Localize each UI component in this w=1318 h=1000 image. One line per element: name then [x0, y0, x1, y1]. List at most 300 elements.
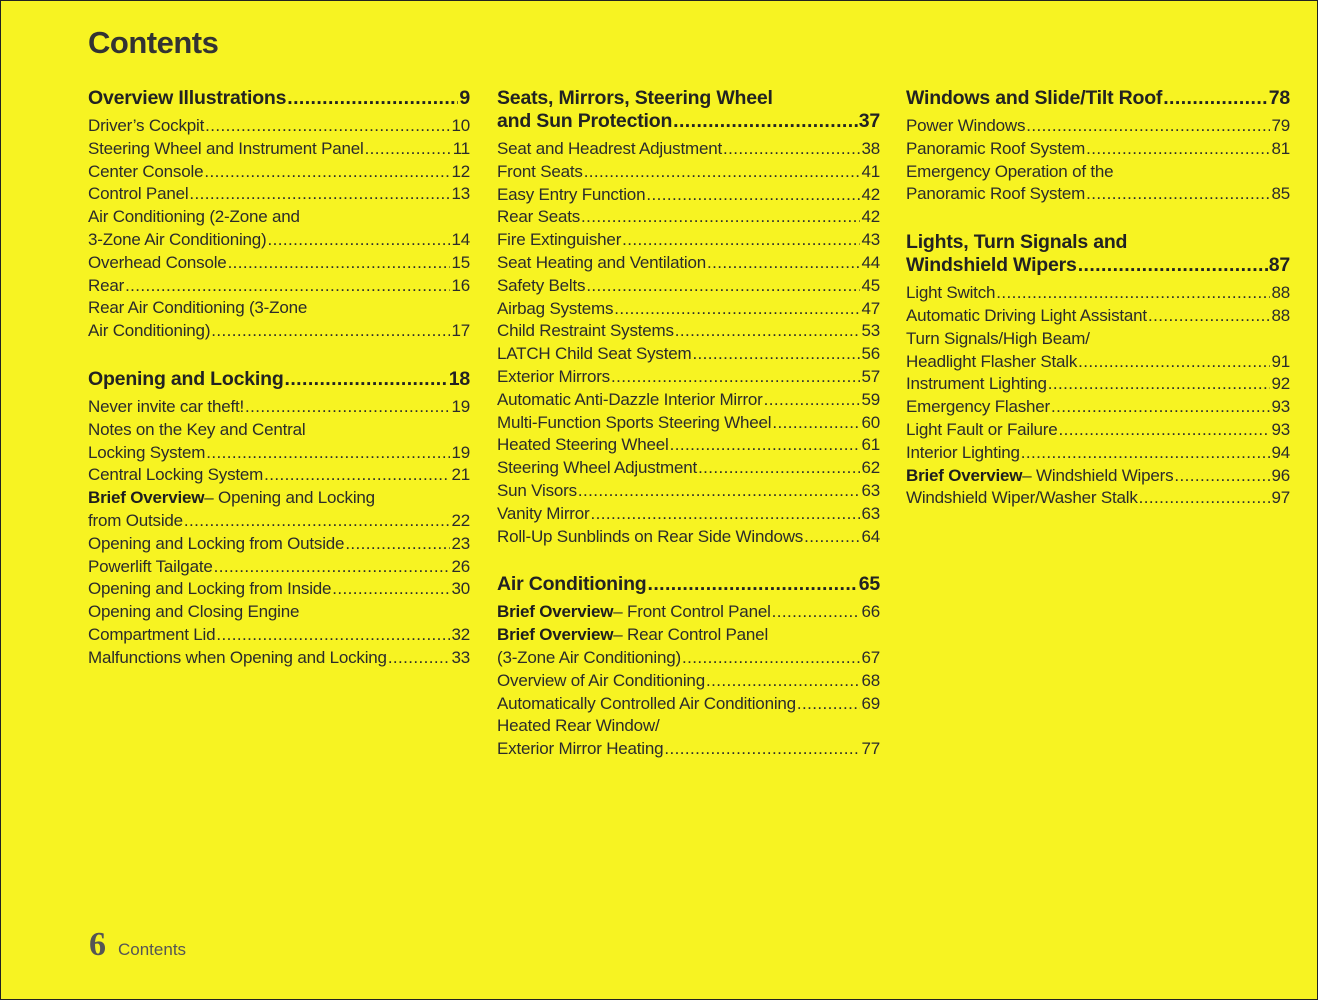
- dot-leader: [1048, 373, 1271, 396]
- entry-text: Opening and Closing Engine: [88, 602, 300, 622]
- dot-leader: [211, 320, 450, 343]
- dot-leader: [205, 115, 450, 138]
- toc-entry[interactable]: [497, 412, 880, 435]
- entry-text: Exterior Mirror Heating: [497, 739, 664, 759]
- entry-line: [497, 161, 880, 184]
- entry-text: Emergency Operation of the: [906, 161, 1114, 181]
- entry-text: Driver’s Cockpit: [88, 116, 205, 135]
- toc-entry[interactable]: [497, 601, 880, 624]
- toc-entry[interactable]: [497, 715, 880, 761]
- toc-entry[interactable]: [906, 419, 1290, 442]
- page-ref: 65: [858, 573, 880, 596]
- page-ref: 88: [1271, 305, 1290, 325]
- entry-line: [497, 624, 880, 647]
- entry-line: [88, 161, 470, 184]
- dot-leader: [228, 252, 451, 275]
- entry-line: [497, 87, 880, 110]
- dot-leader: [216, 624, 450, 647]
- toc-entry[interactable]: [88, 115, 470, 138]
- entry-line: [906, 183, 1290, 206]
- entry-text: – Windshield Wipers: [1022, 465, 1174, 485]
- toc-section: [906, 87, 1290, 206]
- page-ref: 59: [861, 389, 880, 409]
- dot-leader: [581, 206, 860, 229]
- toc-entry[interactable]: [88, 161, 470, 184]
- dot-leader: [125, 275, 450, 298]
- toc-section: [497, 87, 880, 548]
- entry-text: Safety Belts: [497, 275, 586, 295]
- entry-line: [906, 138, 1290, 161]
- toc-entry[interactable]: [88, 396, 470, 419]
- entry-text: Windows and Slide/Tilt Roof: [906, 87, 1163, 109]
- entry-text: Turn Signals/High Beam/: [906, 328, 1090, 348]
- entry-line: [906, 115, 1290, 138]
- page-ref: 66: [861, 602, 880, 622]
- dot-leader: [1174, 465, 1270, 488]
- dot-leader: [1059, 419, 1271, 442]
- entry-line: [88, 533, 470, 556]
- entry-line: [906, 351, 1290, 374]
- page-ref: 92: [1271, 374, 1290, 394]
- toc-entries: [497, 138, 880, 548]
- page-ref: 78: [1268, 87, 1290, 109]
- toc-entry[interactable]: [88, 647, 470, 670]
- page-ref: 41: [861, 161, 880, 181]
- dot-leader: [332, 578, 450, 601]
- entry-line: [88, 510, 470, 533]
- page-ref: 33: [451, 647, 470, 667]
- entry-line: [88, 252, 470, 275]
- dot-leader: [646, 184, 860, 207]
- entry-text: Windshield Wiper/Washer Stalk: [906, 488, 1138, 508]
- page-ref: 87: [1268, 254, 1290, 277]
- entry-line: [88, 601, 470, 624]
- entry-text: Panoramic Roof System: [906, 184, 1086, 204]
- entry-text: Seat Heating and Ventilation: [497, 252, 706, 272]
- entry-text: Heated Rear Window/: [497, 716, 660, 736]
- page-ref: 37: [858, 110, 880, 132]
- page-ref: 63: [861, 480, 880, 500]
- toc-entry[interactable]: [88, 297, 470, 343]
- page-ref: 69: [861, 693, 880, 713]
- page-ref: 10: [451, 116, 470, 135]
- entry-text: Central Locking System: [88, 465, 264, 485]
- page-ref: 60: [861, 412, 880, 432]
- page-ref: 9: [459, 87, 470, 109]
- toc-entry[interactable]: [906, 442, 1290, 465]
- section-heading: [906, 231, 1290, 277]
- entry-text: Child Restraint Systems: [497, 321, 674, 341]
- entry-text: Overhead Console: [88, 252, 227, 272]
- entry-bold-label: Brief Overview: [497, 602, 614, 622]
- toc-entry[interactable]: [497, 389, 880, 412]
- entry-line: [497, 184, 880, 207]
- toc-entry[interactable]: [497, 252, 880, 275]
- entry-line: [497, 110, 880, 133]
- dot-leader: [345, 533, 450, 556]
- entry-text: Malfunctions when Opening and Locking: [88, 647, 387, 667]
- entry-line: [497, 320, 880, 343]
- page-ref: 13: [451, 184, 470, 204]
- footer-label: Contents: [118, 940, 187, 959]
- entry-text: Automatically Controlled Air Conditioning: [497, 693, 796, 713]
- dot-leader: [1021, 442, 1271, 465]
- toc-entries: [88, 396, 470, 670]
- dot-leader: [706, 670, 861, 693]
- page-ref: 30: [451, 579, 470, 599]
- page-footer: [89, 926, 186, 964]
- toc-entry[interactable]: [497, 624, 880, 670]
- toc-entry[interactable]: [497, 206, 880, 229]
- entry-line: [497, 138, 880, 161]
- toc-entries: [906, 115, 1290, 206]
- toc-section: [88, 87, 470, 343]
- entry-line: [497, 738, 880, 761]
- entry-text: Locking System: [88, 442, 206, 462]
- entry-text: Control Panel: [88, 184, 189, 204]
- dot-leader: [1086, 183, 1270, 206]
- entry-bold-label: Brief Overview: [497, 625, 614, 645]
- entry-text: Air Conditioning: [497, 573, 647, 596]
- page-ref: 77: [861, 739, 880, 759]
- page-ref: 38: [861, 139, 880, 158]
- dot-leader: [245, 396, 450, 419]
- dot-leader: [1078, 351, 1270, 374]
- entry-line: [906, 465, 1290, 488]
- toc-entry[interactable]: [906, 305, 1290, 328]
- toc-entries: [497, 601, 880, 761]
- toc-entry[interactable]: [497, 503, 880, 526]
- entry-text: LATCH Child Seat System: [497, 344, 692, 364]
- page-number: 6: [89, 926, 106, 963]
- dot-leader: [1148, 305, 1271, 328]
- page-ref: 68: [861, 670, 880, 690]
- toc-entry[interactable]: [88, 578, 470, 601]
- entry-line: [497, 715, 880, 738]
- entry-text: Opening and Locking from Inside: [88, 579, 332, 599]
- toc-entry[interactable]: [906, 282, 1290, 305]
- page-ref: 21: [451, 465, 470, 485]
- entry-text: Multi-Function Sports Steering Wheel: [497, 412, 772, 432]
- toc-entry[interactable]: [88, 556, 470, 579]
- toc-entry[interactable]: [88, 275, 470, 298]
- dot-leader: [189, 183, 450, 206]
- toc-entry[interactable]: [88, 252, 470, 275]
- toc-entry[interactable]: [497, 138, 880, 161]
- entry-text: Roll-Up Sunblinds on Rear Side Windows: [497, 526, 804, 546]
- entry-text: Light Switch: [906, 283, 996, 303]
- entry-text: Rear: [88, 275, 125, 295]
- dot-leader: [584, 161, 861, 184]
- toc-entry[interactable]: [497, 366, 880, 389]
- toc-entry[interactable]: [497, 320, 880, 343]
- page-ref: 26: [451, 556, 470, 576]
- page-ref: 16: [451, 275, 470, 295]
- entry-text: Emergency Flasher: [906, 397, 1050, 417]
- entry-line: [497, 252, 880, 275]
- entry-line: [497, 229, 880, 252]
- page-ref: 17: [451, 321, 470, 341]
- page-ref: 96: [1271, 465, 1290, 485]
- dot-leader: [591, 503, 861, 526]
- entry-line: [497, 526, 880, 549]
- entry-line: [88, 229, 470, 252]
- dot-leader: [204, 161, 450, 184]
- entry-line: [88, 578, 470, 601]
- page-ref: 11: [452, 138, 470, 158]
- entry-line: [497, 647, 880, 670]
- dot-leader: [578, 480, 861, 503]
- entry-text: 3-Zone Air Conditioning): [88, 229, 267, 249]
- toc-entry[interactable]: [88, 464, 470, 487]
- dot-leader: [1051, 396, 1270, 419]
- entry-text: Automatic Driving Light Assistant: [906, 305, 1147, 325]
- toc-entry[interactable]: [88, 533, 470, 556]
- page-ref: 53: [861, 321, 880, 341]
- entry-line: [88, 115, 470, 138]
- dot-leader: [388, 647, 451, 670]
- entry-line: [906, 373, 1290, 396]
- toc-entry[interactable]: [906, 465, 1290, 488]
- entry-line: [497, 389, 880, 412]
- page-ref: 45: [861, 275, 880, 295]
- toc-entry[interactable]: [497, 161, 880, 184]
- entry-text: Instrument Lighting: [906, 374, 1047, 394]
- dot-leader: [1026, 115, 1270, 138]
- entry-text: Seats, Mirrors, Steering Wheel: [497, 87, 773, 109]
- toc-entry[interactable]: [906, 373, 1290, 396]
- toc-entry[interactable]: [906, 396, 1290, 419]
- entry-text: Windshield Wipers: [906, 254, 1077, 277]
- entry-text: and Sun Protection: [497, 110, 673, 132]
- entry-text: Compartment Lid: [88, 624, 216, 644]
- entry-line: [906, 487, 1290, 510]
- dot-leader: [365, 138, 452, 161]
- page-ref: 56: [861, 344, 880, 364]
- page-ref: 44: [861, 252, 880, 272]
- dot-leader: [648, 573, 858, 596]
- toc-section: [906, 231, 1290, 510]
- toc-entry[interactable]: [906, 328, 1290, 374]
- entry-line: [497, 693, 880, 716]
- dot-leader: [804, 526, 860, 549]
- dot-leader: [673, 110, 858, 133]
- toc-entries: [88, 115, 470, 343]
- dot-leader: [707, 252, 861, 275]
- entry-text: Exterior Mirrors: [497, 366, 610, 386]
- entry-text: Easy Entry Function: [497, 184, 646, 204]
- toc-entry[interactable]: [88, 183, 470, 206]
- dot-leader: [772, 601, 861, 624]
- dot-leader: [1163, 87, 1267, 110]
- entry-text: – Rear Control Panel: [613, 625, 769, 645]
- entry-line: [497, 434, 880, 457]
- entry-text: Rear Air Conditioning (3-Zone: [88, 298, 308, 318]
- entry-text: Vanity Mirror: [497, 503, 590, 523]
- entry-line: [88, 624, 470, 647]
- entry-line: [906, 231, 1290, 254]
- dot-leader: [285, 368, 448, 391]
- entry-line: [88, 275, 470, 298]
- entry-line: [906, 87, 1290, 110]
- page-ref: 93: [1271, 397, 1290, 417]
- toc-entry[interactable]: [497, 275, 880, 298]
- dot-leader: [611, 366, 861, 389]
- page-ref: 43: [861, 230, 880, 250]
- toc-entry[interactable]: [497, 670, 880, 693]
- page-ref: 94: [1271, 442, 1290, 462]
- page-ref: 32: [451, 624, 470, 644]
- entry-line: [906, 305, 1290, 328]
- section-heading: [88, 368, 470, 391]
- page-ref: 42: [861, 184, 880, 204]
- dot-leader: [664, 738, 860, 761]
- page-ref: 79: [1271, 116, 1290, 135]
- entry-text: Never invite car theft!: [88, 396, 245, 416]
- page-ref: 18: [448, 367, 470, 390]
- entry-line: [497, 412, 880, 435]
- toc-entry[interactable]: [88, 487, 470, 533]
- entry-text: Light Fault or Failure: [906, 419, 1058, 439]
- toc-entry[interactable]: [88, 601, 470, 647]
- page-ref: 15: [451, 252, 470, 272]
- entry-line: [497, 343, 880, 366]
- toc-entry[interactable]: [497, 434, 880, 457]
- entry-text: – Opening and Locking: [204, 488, 375, 508]
- toc-section: [88, 368, 470, 670]
- entry-text: Center Console: [88, 161, 204, 181]
- entry-line: [497, 206, 880, 229]
- entry-line: [88, 183, 470, 206]
- entry-text: Heated Steering Wheel: [497, 435, 669, 455]
- page-ref: 19: [451, 442, 470, 462]
- entry-text: (3-Zone Air Conditioning): [497, 647, 681, 667]
- entry-text: Steering Wheel and Instrument Panel: [88, 138, 364, 158]
- toc-entry[interactable]: [497, 229, 880, 252]
- dot-leader: [1086, 138, 1270, 161]
- entry-line: [88, 206, 470, 229]
- page-ref: 91: [1271, 351, 1290, 371]
- dot-leader: [692, 343, 860, 366]
- dot-leader: [268, 229, 451, 252]
- entry-line: [497, 275, 880, 298]
- page-ref: 67: [861, 647, 880, 667]
- page-ref: 23: [451, 533, 470, 553]
- page-ref: 61: [861, 435, 880, 455]
- page-ref: 88: [1271, 283, 1290, 303]
- entry-bold-label: Brief Overview: [906, 465, 1023, 485]
- toc-entry[interactable]: [497, 693, 880, 716]
- entry-text: Notes on the Key and Central: [88, 419, 306, 439]
- entry-line: [88, 87, 470, 110]
- entry-bold-label: Brief Overview: [88, 488, 205, 508]
- toc-entry[interactable]: [497, 184, 880, 207]
- entry-text: Airbag Systems: [497, 298, 614, 318]
- dot-leader: [764, 389, 861, 412]
- entry-line: [497, 601, 880, 624]
- toc-entry[interactable]: [88, 138, 470, 161]
- entry-line: [88, 647, 470, 670]
- entry-text: Opening and Locking: [88, 367, 284, 390]
- page-ref: 81: [1271, 138, 1290, 158]
- toc-entry[interactable]: [906, 115, 1290, 138]
- page-ref: 62: [861, 458, 880, 478]
- dot-leader: [184, 510, 451, 533]
- entry-line: [497, 573, 880, 596]
- entry-text: Steering Wheel Adjustment: [497, 458, 698, 478]
- entry-line: [88, 464, 470, 487]
- entry-line: [88, 368, 470, 391]
- dot-leader: [682, 647, 861, 670]
- entry-line: [906, 254, 1290, 277]
- entry-line: [497, 457, 880, 480]
- toc-section: [497, 573, 880, 761]
- entry-line: [497, 298, 880, 321]
- toc-entry[interactable]: [497, 298, 880, 321]
- page-ref: 42: [861, 207, 880, 227]
- entry-text: Powerlift Tailgate: [88, 556, 213, 576]
- entry-text: Power Windows: [906, 116, 1026, 135]
- page-ref: 57: [861, 366, 880, 386]
- entry-text: Air Conditioning): [88, 321, 211, 341]
- entry-line: [88, 487, 470, 510]
- entry-text: Front Seats: [497, 161, 583, 181]
- dot-leader: [614, 298, 860, 321]
- section-heading: [906, 87, 1290, 110]
- dot-leader: [622, 229, 860, 252]
- page-ref: 64: [861, 526, 880, 546]
- dot-leader: [1078, 254, 1268, 277]
- toc-entry[interactable]: [497, 480, 880, 503]
- dot-leader: [996, 282, 1270, 305]
- entry-text: Overview Illustrations: [88, 87, 287, 109]
- entry-line: [88, 138, 470, 161]
- page-ref: 63: [861, 503, 880, 523]
- entry-text: Overview of Air Conditioning: [497, 670, 705, 690]
- toc-entry[interactable]: [906, 487, 1290, 510]
- entry-line: [497, 480, 880, 503]
- toc-column-1: [88, 87, 470, 695]
- toc-entry[interactable]: [497, 526, 880, 549]
- toc-entry[interactable]: [88, 206, 470, 252]
- entry-text: Fire Extinguisher: [497, 230, 622, 250]
- entry-line: [906, 419, 1290, 442]
- entry-line: [497, 366, 880, 389]
- toc-entry[interactable]: [497, 343, 880, 366]
- dot-leader: [264, 464, 450, 487]
- toc-entry[interactable]: [906, 138, 1290, 161]
- entry-line: [906, 328, 1290, 351]
- entry-line: [88, 556, 470, 579]
- entry-line: [497, 503, 880, 526]
- dot-leader: [675, 320, 861, 343]
- page-ref: 12: [451, 161, 470, 181]
- toc-entry[interactable]: [497, 457, 880, 480]
- dot-leader: [206, 442, 450, 465]
- page-ref: 97: [1271, 488, 1290, 508]
- toc-entry[interactable]: [88, 419, 470, 465]
- page-ref: 47: [861, 298, 880, 318]
- dot-leader: [772, 412, 860, 435]
- entry-line: [906, 282, 1290, 305]
- dot-leader: [1139, 487, 1271, 510]
- entry-text: Headlight Flasher Stalk: [906, 351, 1078, 371]
- dot-leader: [287, 87, 458, 110]
- page-ref: 85: [1271, 184, 1290, 204]
- entry-line: [88, 320, 470, 343]
- toc-entry[interactable]: [906, 161, 1290, 207]
- entry-line: [88, 396, 470, 419]
